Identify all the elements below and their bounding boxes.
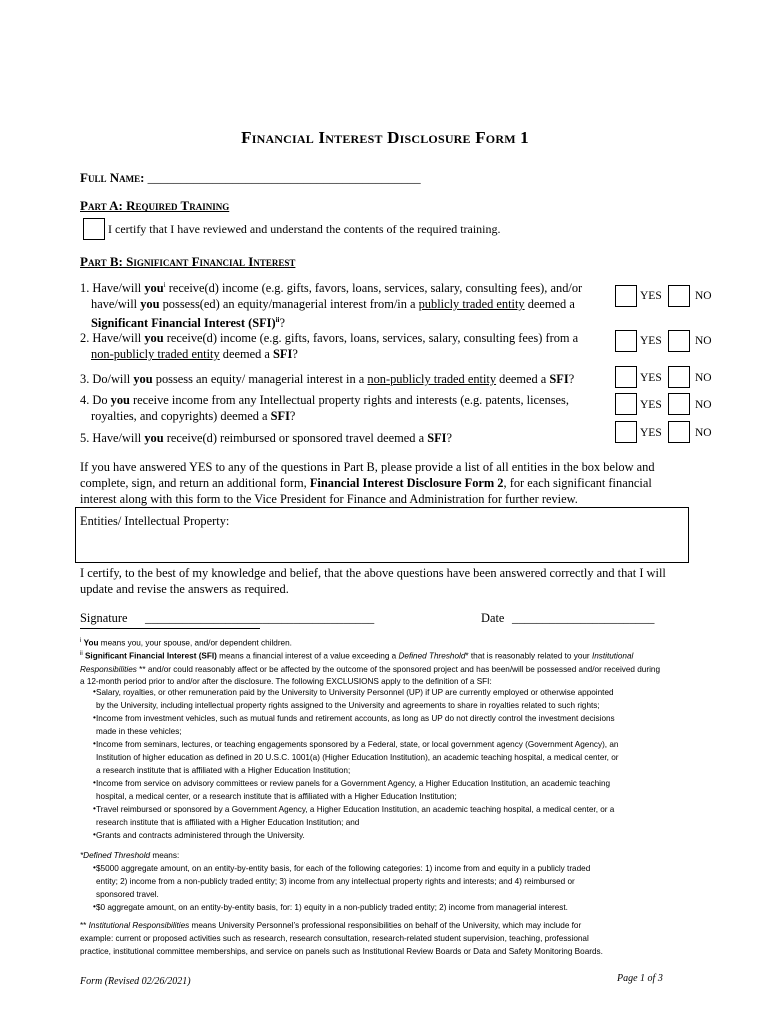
exclusion-bullet-6: Grants and contracts administered through the University.: [96, 831, 305, 840]
bullet-3-marker: •: [93, 739, 96, 748]
full-name-row: [80, 170, 421, 186]
q4-yes-checkbox[interactable]: [615, 393, 637, 415]
footnote-2: $^{ii}$ Significant Financial Interest (SFI) means a financial interest of a value exceeding a Defined Threshold* that is reasonably related to your Institutional Responsibilities ** and/or could reasonably affect or be affected by the outcome of the sponsored project and has been/will be possessed and/or received during a 12-month period prior to and/or after the disclosure. The following EXCLUSIONS apply to the definition of a SFI:: [80, 651, 661, 687]
exclusion-bullet-4: Income from service on advisory committees or review panels for a Government Agency, a Higher Education Institution, an academic teaching hospital, a medical center, or a research institute that is affiliated with a Higher Education Institution;: [96, 779, 611, 801]
q2-no-checkbox[interactable]: [668, 330, 690, 352]
q3-no-checkbox[interactable]: [668, 366, 690, 388]
bullet-5-marker: •: [93, 804, 96, 813]
q1-no-checkbox[interactable]: [668, 285, 690, 307]
institutional-responsibilities-note: ** Institutional Responsibilities means University Personnel’s professional responsibilities on behalf of the University, which may include for example: current or proposed activities such as research, research consultation, research-related student supervision, teaching, professional practice, institutional committee memberships, and service on panels such as Institutional Review Boards or Data and Safety Monitoring Boards.: [80, 921, 603, 956]
form-title: Financial Interest Disclosure Form 1: [241, 128, 529, 147]
q3-yes-checkbox[interactable]: [615, 366, 637, 388]
threshold-bullet-2: $0 aggregate amount, on an entity-by-entity basis, for: 1) equity in a non-publicly traded entity; 2) income from managerial interest.: [96, 903, 568, 912]
question-2: 2. Have/will you receive(d) income (e.g. gifts, favors, loans, services, salary, consulting fees) from a non-publicly traded entity deemed a SFI?: [80, 331, 579, 361]
q1-yes-checkbox[interactable]: [615, 285, 637, 307]
q5-no-checkbox[interactable]: [668, 421, 690, 443]
exclusion-bullet-1: Salary, royalties, or other remuneration paid by the University to University Personnel (UP) if UP are currently employed or otherwise appointed by the University, including intellectual property rights assigned to the University and agreements to share in royalties related to such rights;: [96, 688, 614, 710]
page-number: Page 1 of 3: [617, 973, 663, 984]
threshold-bullet-2-marker: •: [93, 902, 96, 911]
question-1: 1. Have/will you$^i$ receive(d) income (e.g. gifts, favors, loans, services, salary, consulting fees), and/or have/will you possess(ed) an equity/managerial interest from/in a publicly traded entity deemed a Significant Financial Interest (SFI)$^{ii}$?: [80, 281, 583, 331]
q4-no-checkbox[interactable]: [668, 393, 690, 415]
q4-no-label: NO: [695, 399, 712, 411]
q3-yes-label: YES: [640, 372, 662, 384]
part-b-heading: Part B: Significant Financial Interest: [80, 254, 296, 269]
bullet-4-marker: •: [93, 778, 96, 787]
date-label: Date: [481, 611, 505, 625]
full-name-label: Full Name:: [80, 170, 145, 185]
exclusion-bullet-3: Income from seminars, lectures, or teaching engagements sponsored by a Federal, state, or local government agency (Government Agency), an Institution of higher education as defined in 20 U.S.C. 1001(a) (Higher Education Institution), an academic teaching hospital, a medical center, or a research institute that is affiliated with a Higher Education Institution;: [96, 740, 619, 775]
q2-yes-label: YES: [640, 335, 662, 347]
q2-no-label: NO: [695, 335, 712, 347]
part-a-heading: Part A: Required Training: [80, 198, 230, 213]
certification-paragraph: I certify, to the best of my knowledge and belief, that the above questions have been answered correctly and that I will update and revise the answers as required.: [80, 566, 666, 596]
q5-yes-checkbox[interactable]: [615, 421, 637, 443]
training-statement: I certify that I have reviewed and understand the contents of the required training.: [108, 222, 501, 236]
exclusion-bullet-5: Travel reimbursed or sponsored by a Government Agency, a Higher Education Institution, an academic teaching hospital, a medical center, or a research institute that is affiliated with a Higher Education Institution; and: [96, 805, 615, 827]
question-4: 4. Do you receive income from any Intellectual property rights and interests (e.g. patents, licenses, royalties, and copyrights) deemed a SFI?: [80, 393, 569, 423]
q1-no-label: NO: [695, 290, 712, 302]
q5-yes-label: YES: [640, 427, 662, 439]
instructions-paragraph: If you have answered YES to any of the questions in Part B, please provide a list of all entities in the box below and complete, sign, and return an additional form, Financial Interest Disclosure Form 2, for each significant financial interest along with this form to the Vice President for Finance and Administration for further review.: [80, 460, 655, 506]
date-input[interactable]: _______________________: [512, 611, 655, 625]
defined-threshold-heading: *Defined Threshold means:: [80, 851, 180, 860]
threshold-bullet-1-marker: •: [93, 863, 96, 872]
threshold-bullet-1: $5000 aggregate amount, on an entity-by-entity basis, for each of the following categories: 1) income from and equity in a publicly traded entity; 2) income from a non-publicly traded entity; 3) income from any intellectual property rights and interests; and 4) reimbursed or sponsored travel.: [96, 864, 591, 899]
footnote-separator: [80, 628, 260, 629]
q2-yes-checkbox[interactable]: [615, 330, 637, 352]
bullet-6-marker: •: [93, 830, 96, 839]
exclusion-bullet-2: Income from investment vehicles, such as mutual funds and retirement accounts, as long as UP do not directly control the investment decisions made in these vehicles;: [96, 714, 615, 736]
q5-no-label: NO: [695, 427, 712, 439]
revision-date: Form (Revised 02/26/2021): [80, 976, 191, 987]
question-3: 3. Do/will you possess an equity/ managerial interest in a non-publicly traded entity deemed a SFI?: [80, 372, 575, 386]
q1-yes-label: YES: [640, 290, 662, 302]
signature-label: Signature: [80, 611, 128, 625]
footnote-1: $^i$ You means you, your spouse, and/or dependent children.: [80, 638, 292, 648]
bullet-1-marker: •: [93, 687, 96, 696]
full-name-input[interactable]: __________________________________________: [147, 170, 421, 185]
training-checkbox[interactable]: [83, 218, 105, 240]
entities-input-box[interactable]: [75, 507, 689, 563]
q3-no-label: NO: [695, 372, 712, 384]
bullet-2-marker: •: [93, 713, 96, 722]
q4-yes-label: YES: [640, 399, 662, 411]
signature-input[interactable]: _____________________________________: [145, 611, 375, 625]
entities-label: Entities/ Intellectual Property:: [80, 514, 230, 528]
question-5: 5. Have/will you receive(d) reimbursed or sponsored travel deemed a SFI?: [80, 431, 452, 445]
